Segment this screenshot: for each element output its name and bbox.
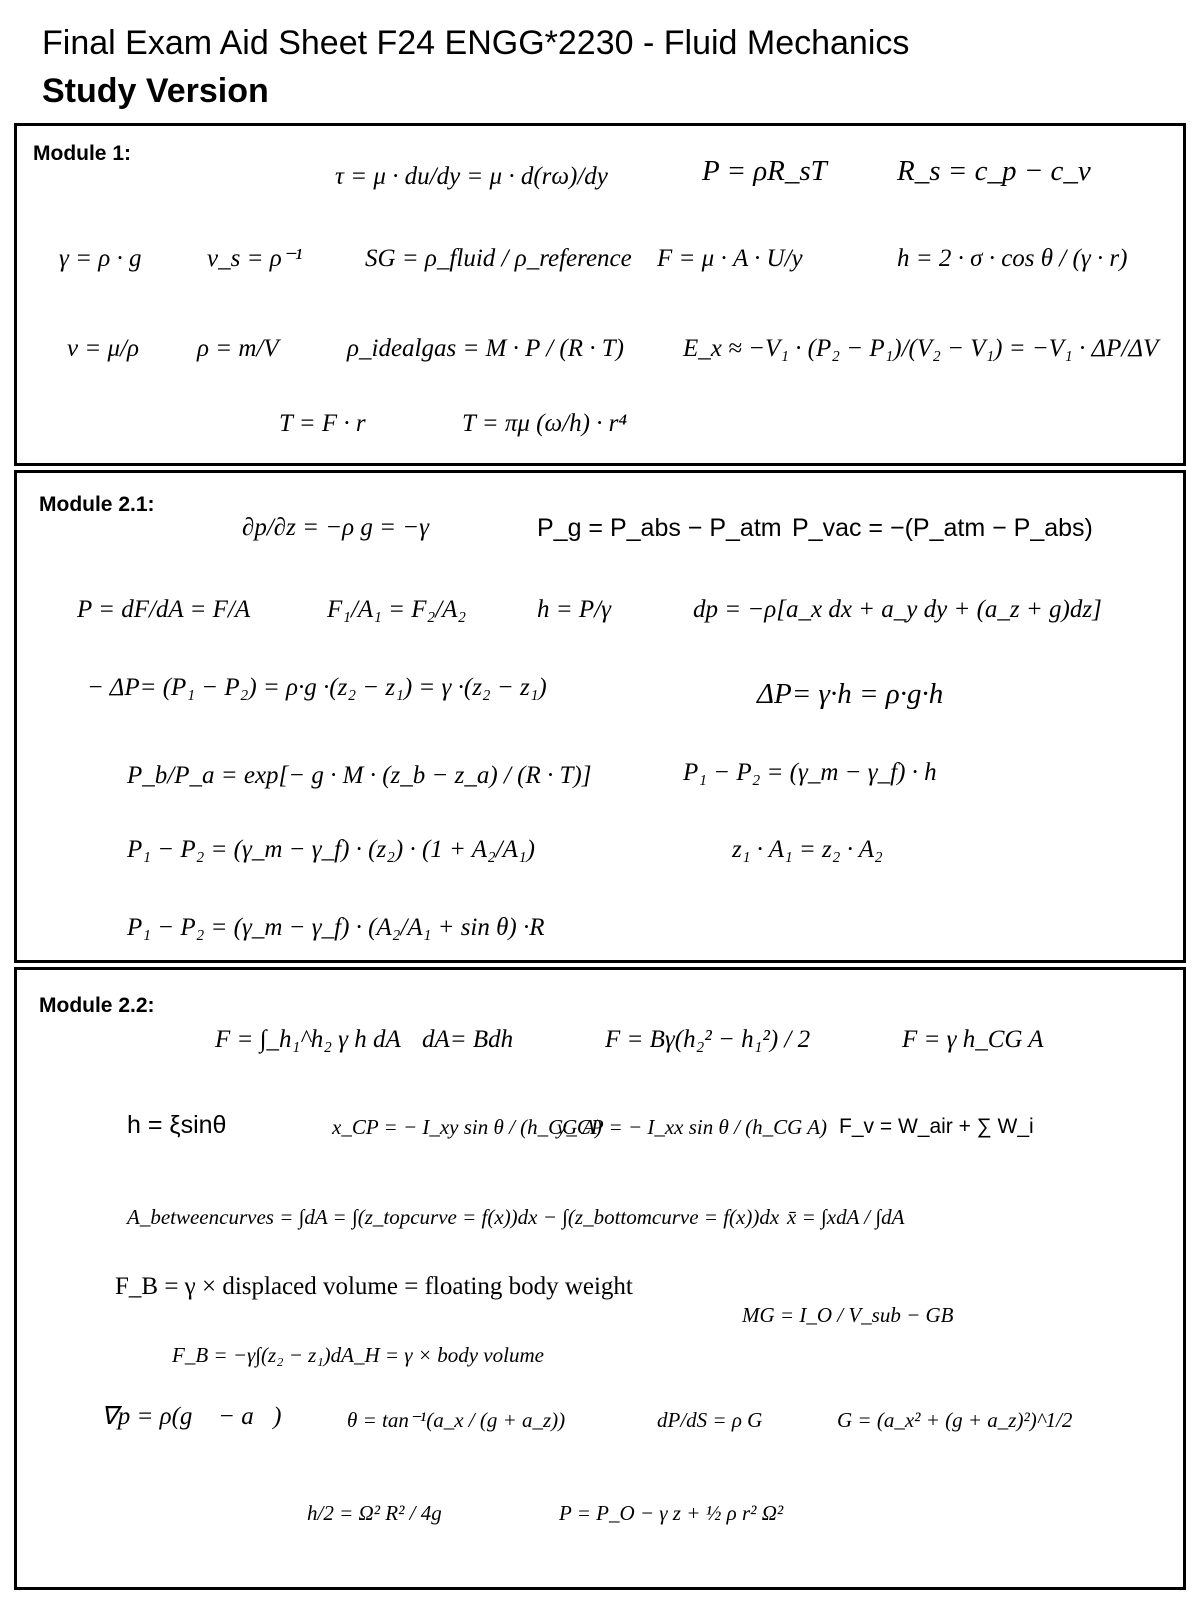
equation: P = ρR_sT <box>702 155 827 187</box>
page-title: Final Exam Aid Sheet F24 ENGG*2230 - Fluid Mechanics <box>42 24 910 62</box>
equation: P₁ − P₂ = (γ_m − γ_f) · h <box>683 759 937 786</box>
equation: z₁ · A₁ = z₂ · A₂ <box>732 836 883 863</box>
equation: F = γ h_CG A <box>902 1026 1044 1053</box>
equation: F = ∫_h₁^h₂ γ h dA <box>215 1026 401 1053</box>
equation: ∂p/∂z = −ρ g = −γ <box>242 514 429 541</box>
equation: γ = ρ · g <box>59 245 142 272</box>
equation: − ΔP= (P₁ − P₂) = ρ·g ·(z₂ − z₁) = γ ·(z₂ − z₁) <box>87 674 547 701</box>
equation: ρ = m/V <box>197 335 279 362</box>
equation: F = μ · A · U/y <box>657 245 803 272</box>
equation: h/2 = Ω² R² / 4g <box>307 1501 442 1525</box>
module-1-box <box>14 123 1186 466</box>
equation: ΔP= γ·h = ρ·g·h <box>757 678 944 710</box>
page-subtitle: Study Version <box>42 72 269 110</box>
equation: v_s = ρ⁻¹ <box>207 245 303 272</box>
equation: MG = I_O / V_sub − GB <box>742 1303 954 1327</box>
equation: G = (a_x² + (g + a_z)²)^1/2 <box>837 1408 1073 1432</box>
equation: F = Bγ(h₂² − h₁²) / 2 <box>605 1026 811 1053</box>
module-2-1-box <box>14 470 1186 963</box>
equation: P₁ − P₂ = (γ_m − γ_f) · (A₂/A₁ + sin θ) ·R <box>127 914 545 941</box>
equation: A_betweencurves = ∫dA = ∫(z_topcurve = f(x))dx − ∫(z_bottomcurve = f(x))dx <box>127 1205 780 1229</box>
equation: ρ_idealgas = M · P / (R · T) <box>347 335 625 362</box>
equation: T = πμ (ω/h) · r⁴ <box>462 410 628 437</box>
equation: R_s = c_p − c_v <box>897 155 1091 187</box>
equation: P₁ − P₂ = (γ_m − γ_f) · (z₂) · (1 + A₂/A₁) <box>127 836 535 863</box>
equation: dP/dS = ρ G <box>657 1408 763 1432</box>
equation: x̄ = ∫xdA / ∫dA <box>787 1205 905 1229</box>
equation: P = P_O − γ z + ½ ρ r² Ω² <box>559 1501 784 1525</box>
equation: h = ξsinθ <box>127 1111 227 1139</box>
equation: θ = tan⁻¹(a_x / (g + a_z)) <box>347 1408 566 1432</box>
equation: P_vac = −(P_atm − P_abs) <box>792 514 1093 542</box>
module-label: Module 1: <box>33 142 131 165</box>
equation: τ = μ · du/dy = μ · d(rω)/dy <box>335 163 608 190</box>
equation: SG = ρ_fluid / ρ_reference <box>365 245 632 272</box>
equation: F₁/A₁ = F₂/A₂ <box>327 596 467 623</box>
equation: h = 2 · σ · cos θ / (γ · r) <box>897 245 1128 272</box>
equation: h = P/γ <box>537 596 611 623</box>
equation: F_B = −γ∫(z₂ − z₁)dA_H = γ × body volume <box>172 1343 544 1367</box>
module-label: Module 2.1: <box>39 493 155 516</box>
equation: dp = −ρ[a_x dx + a_y dy + (a_z + g)dz] <box>693 596 1102 623</box>
equation: F_v = W_air + ∑ W_i <box>839 1115 1034 1138</box>
equation: E_x ≈ −V₁ · (P₂ − P₁)/(V₂ − V₁) = −V₁ · ΔP/ΔV <box>683 335 1159 362</box>
equation: ∇p = ρ(g⃗ − a⃗) <box>101 1403 282 1430</box>
equation: P_g = P_abs − P_atm <box>537 514 782 542</box>
equation: dA= Bdh <box>422 1026 514 1053</box>
equation: ν = μ/ρ <box>67 335 139 362</box>
module-label: Module 2.2: <box>39 994 155 1017</box>
equation: x_CP = − I_xy sin θ / (h_CG A) <box>332 1115 603 1139</box>
equation: P_b/P_a = exp[− g · M · (z_b − z_a) / (R · T)] <box>127 762 592 789</box>
module-2-2-box <box>14 967 1186 1590</box>
equation: y_CP = − I_xx sin θ / (h_CG A) <box>557 1115 828 1139</box>
equation: P = dF/dA = F/A <box>77 596 251 623</box>
equation: T = F · r <box>279 410 366 437</box>
equation: F_B = γ × displaced volume = floating body weight <box>115 1273 633 1300</box>
